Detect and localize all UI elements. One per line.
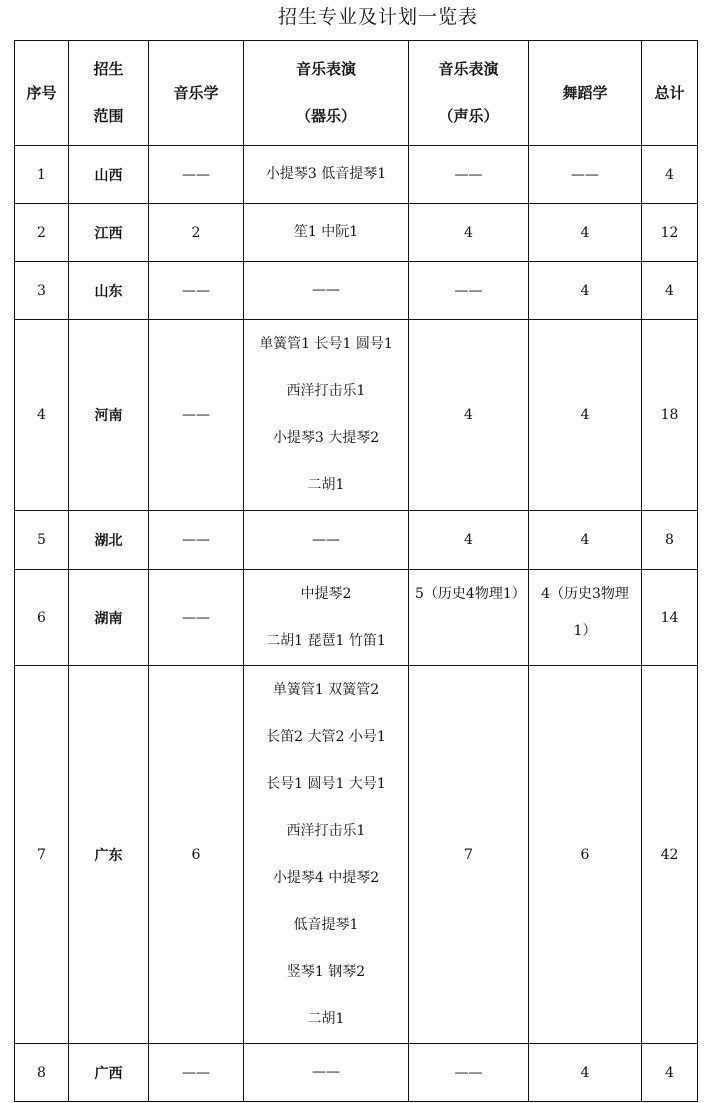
cell-seq: 6 <box>15 570 69 666</box>
cell-seq: 7 <box>15 666 69 1044</box>
cell-vocal: 4 <box>409 511 529 570</box>
cell-total: 12 <box>642 204 698 262</box>
cell-dance <box>529 570 642 666</box>
cell-vocal <box>409 570 529 666</box>
header-row <box>15 41 698 146</box>
instrument-line: 小提琴3 低音提琴1 <box>265 166 387 182</box>
header-musicology: 音乐学 <box>149 41 244 146</box>
cell-musicology: 2 <box>149 204 244 262</box>
instrument-line: 竖琴1 钢琴2 <box>286 963 366 980</box>
cell-seq: 1 <box>15 146 69 204</box>
header-instrumental-line2: （器乐） <box>295 107 356 125</box>
cell-region: 山西 <box>69 146 149 204</box>
header-instrumental-line1: 音乐表演 <box>295 60 356 78</box>
cell-total: 4 <box>642 262 698 320</box>
cell-instrumental <box>244 204 409 262</box>
header-seq: 序号 <box>15 41 69 146</box>
cell-dance: 4 <box>529 262 642 320</box>
cell-total: 42 <box>642 666 698 1044</box>
header-region-line2: 范围 <box>93 107 124 125</box>
cell-vocal: —— <box>409 1044 529 1102</box>
instrument-line: 小提琴4 中提琴2 <box>272 869 380 886</box>
enrollment-plan-table <box>14 40 698 1102</box>
header-dance: 舞蹈学 <box>529 41 642 146</box>
cell-vocal: 4 <box>409 204 529 262</box>
cell-musicology: —— <box>149 1044 244 1102</box>
instrument-line: 长笛2 大管2 小号1 <box>266 728 386 745</box>
cell-instrumental <box>244 262 409 320</box>
cell-seq: 3 <box>15 262 69 320</box>
cell-musicology: 6 <box>149 666 244 1044</box>
header-vocal <box>409 41 529 146</box>
cell-total: 14 <box>642 570 698 666</box>
header-vocal-line1: 音乐表演 <box>438 60 499 78</box>
cell-total: 4 <box>642 146 698 204</box>
cell-instrumental <box>244 511 409 570</box>
header-region <box>69 41 149 146</box>
table-row <box>15 511 698 570</box>
instrument-line: 小提琴3 大提琴2 <box>272 430 380 446</box>
cell-vocal: 4 <box>409 320 529 511</box>
page-title: 招生专业及计划一览表 <box>277 6 478 28</box>
table-row <box>15 204 698 262</box>
cell-vocal: 7 <box>409 666 529 1044</box>
instrument-line: 单簧管1 长号1 圆号1 <box>259 336 393 352</box>
instrument-line: 西洋打击乐1 <box>286 383 366 399</box>
cell-total: 8 <box>642 511 698 570</box>
instrument-line: —— <box>312 282 340 298</box>
instrument-line: 中提琴2 <box>300 585 352 602</box>
cell-instrumental <box>244 1044 409 1102</box>
cell-instrumental <box>244 570 409 666</box>
cell-musicology: —— <box>149 146 244 204</box>
cell-musicology: —— <box>149 320 244 511</box>
cell-region: 河南 <box>69 320 149 511</box>
header-region-line1: 招生 <box>93 60 124 78</box>
cell-region: 江西 <box>69 204 149 262</box>
cell-seq: 2 <box>15 204 69 262</box>
instrument-line: 二胡1 <box>307 477 345 493</box>
cell-dance: 4 <box>529 204 642 262</box>
cell-total: 4 <box>642 1044 698 1102</box>
instrument-line: —— <box>312 531 340 548</box>
cell-instrumental <box>244 146 409 204</box>
instrument-line: 二胡1 琵琶1 竹笛1 <box>266 632 386 649</box>
instrument-line: 笙1 中阮1 <box>293 224 359 240</box>
cell-vocal: —— <box>409 146 529 204</box>
cell-dance-text: 4（历史3物理1） <box>541 586 629 639</box>
header-instrumental <box>244 41 409 146</box>
table-row <box>15 320 698 511</box>
header-vocal-line2: （声乐） <box>438 107 499 125</box>
instrument-line: —— <box>312 1064 340 1080</box>
cell-seq: 8 <box>15 1044 69 1102</box>
cell-region: 广东 <box>69 666 149 1044</box>
cell-musicology: —— <box>149 511 244 570</box>
table-row <box>15 570 698 666</box>
instrument-line: 单簧管1 双簧管2 <box>272 681 380 698</box>
cell-instrumental <box>244 666 409 1044</box>
cell-seq: 5 <box>15 511 69 570</box>
cell-musicology: —— <box>149 262 244 320</box>
table-row <box>15 666 698 1044</box>
instrument-line: 西洋打击乐1 <box>286 822 366 839</box>
cell-dance: 6 <box>529 666 642 1044</box>
cell-region: 湖南 <box>69 570 149 666</box>
cell-seq: 4 <box>15 320 69 511</box>
cell-region: 广西 <box>69 1044 149 1102</box>
cell-instrumental <box>244 320 409 511</box>
table-row <box>15 146 698 204</box>
instrument-line: 低音提琴1 <box>293 916 359 933</box>
cell-vocal: —— <box>409 262 529 320</box>
cell-region: 山东 <box>69 262 149 320</box>
cell-dance: 4 <box>529 320 642 511</box>
cell-total: 18 <box>642 320 698 511</box>
cell-region: 湖北 <box>69 511 149 570</box>
cell-dance: —— <box>529 146 642 204</box>
cell-musicology: —— <box>149 570 244 666</box>
cell-vocal-text: 5（历史4物理1） <box>415 586 526 602</box>
instrument-line: 长号1 圆号1 大号1 <box>266 775 386 792</box>
table-row <box>15 262 698 320</box>
header-total: 总计 <box>642 41 698 146</box>
cell-dance: 4 <box>529 511 642 570</box>
table-row <box>15 1044 698 1102</box>
cell-dance: 4 <box>529 1044 642 1102</box>
instrument-line: 二胡1 <box>307 1010 345 1027</box>
